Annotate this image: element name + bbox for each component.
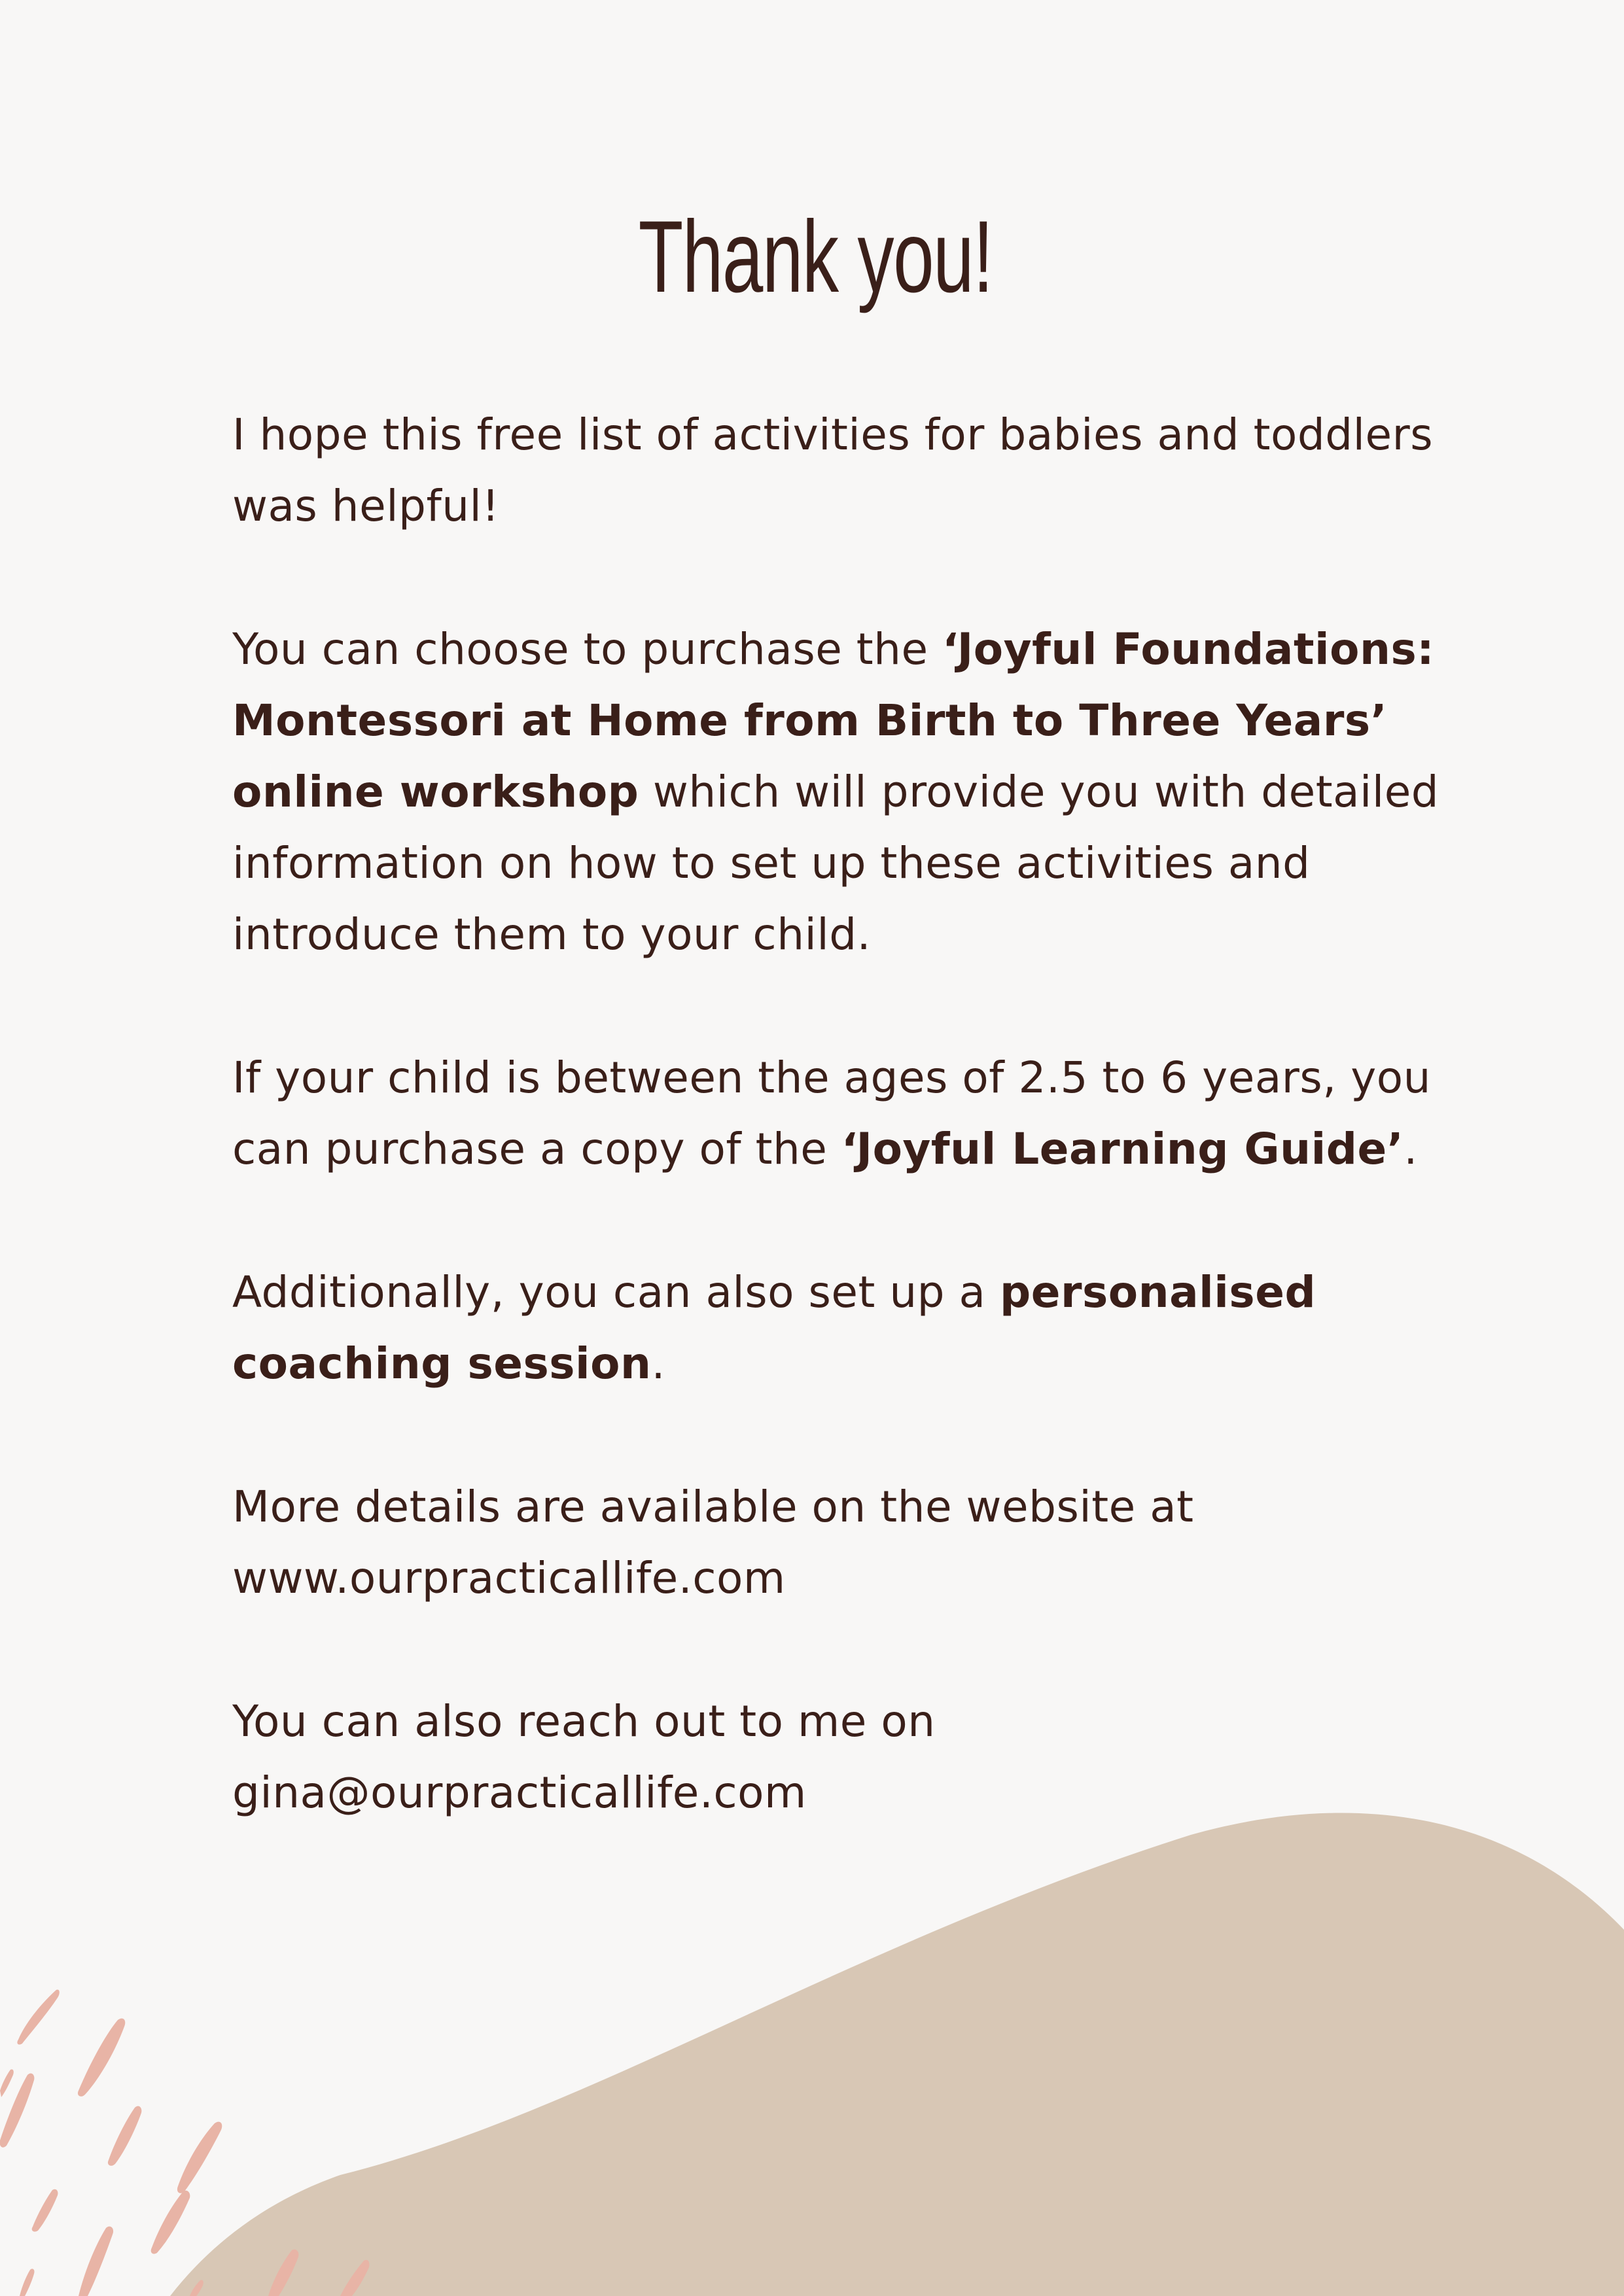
website-url[interactable]: www.ourpracticallife.com [232,1553,786,1603]
paragraph-contact [232,1686,1449,1828]
contact-text: You can also reach out to me on [232,1696,936,1747]
guide-text-before: If your child is between the ages of 2.5 to 6 years, you can purchase a copy of the [232,1052,1432,1174]
workshop-text-after: which will provide you with detailed information on how to set up these activities and introduce them to your child. [232,767,1439,960]
body-text [232,399,1449,1900]
coaching-text-after: . [651,1338,665,1389]
guide-text-after: . [1403,1124,1418,1174]
coaching-title: personalised coaching session [232,1267,1316,1389]
paragraph-workshop [232,614,1449,970]
paragraph-website [232,1471,1449,1614]
contact-email[interactable]: gina@ourpracticallife.com [232,1767,807,1818]
paragraph-intro [232,399,1449,542]
guide-title: ‘Joyful Learning Guide’ [841,1124,1404,1174]
coaching-text-before: Additionally, you can also set up a [232,1267,1000,1317]
website-text: More details are available on the website at [232,1482,1194,1532]
paragraph-guide [232,1042,1449,1185]
page-title: Thank you! [638,200,993,314]
workshop-title: ‘Joyful Foundations: Montessori at Home from Birth to Three Years’ online workshop [232,624,1435,817]
workshop-text-before: You can choose to purchase the [232,624,943,674]
paragraph-coaching [232,1257,1449,1399]
intro-text: I hope this free list of activities for babies and toddlers was helpful! [232,409,1434,531]
